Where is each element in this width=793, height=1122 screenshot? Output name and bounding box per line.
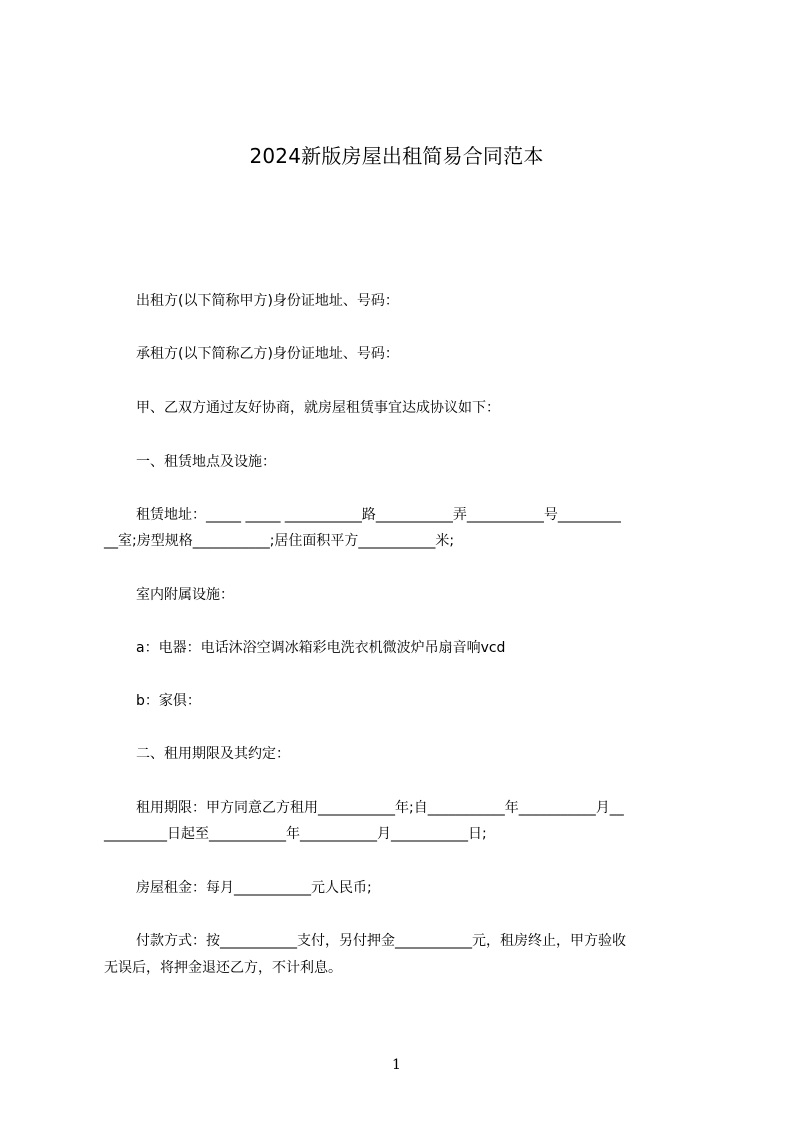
section-1-heading: 一、租赁地点及设施： <box>136 454 276 470</box>
lessee-line: 承租方(以下简称乙方)身份证地址、号码： <box>136 346 399 362</box>
address-line-1: 租赁地址：_____ _____ ___________路___________弄___________号_________ <box>136 507 621 523</box>
term-line-2: _________日起至___________年___________月___________日; <box>104 826 487 842</box>
lessor-line: 出租方(以下简称甲方)身份证地址、号码： <box>136 293 399 309</box>
intro-paragraph: 甲、乙双方通过友好协商，就房屋租赁事宜达成协议如下： <box>136 400 500 416</box>
term-line-1: 租用期限：甲方同意乙方租用___________年;自___________年___________月__ <box>136 800 624 816</box>
page-number: 1 <box>392 1057 401 1073</box>
address-line-2: __室;房型规格___________;居住面积平方___________米; <box>104 533 455 549</box>
facilities-a: a：电器：电话沐浴空调冰箱彩电洗衣机微波炉吊扇音响vcd <box>136 640 506 656</box>
payment-line-1: 付款方式：按___________支付，另付押金___________元，租房终止，甲方验收 <box>136 933 626 949</box>
section-2-heading: 二、租用期限及其约定： <box>136 746 290 762</box>
payment-line-2: 无误后，将押金退还乙方，不计利息。 <box>104 960 342 976</box>
rent-line: 房屋租金：每月___________元人民币; <box>136 880 372 896</box>
facilities-heading: 室内附属设施： <box>136 587 234 603</box>
facilities-b: b：家俱： <box>136 693 201 709</box>
document-title: 2024新版房屋出租简易合同范本 <box>249 144 544 168</box>
